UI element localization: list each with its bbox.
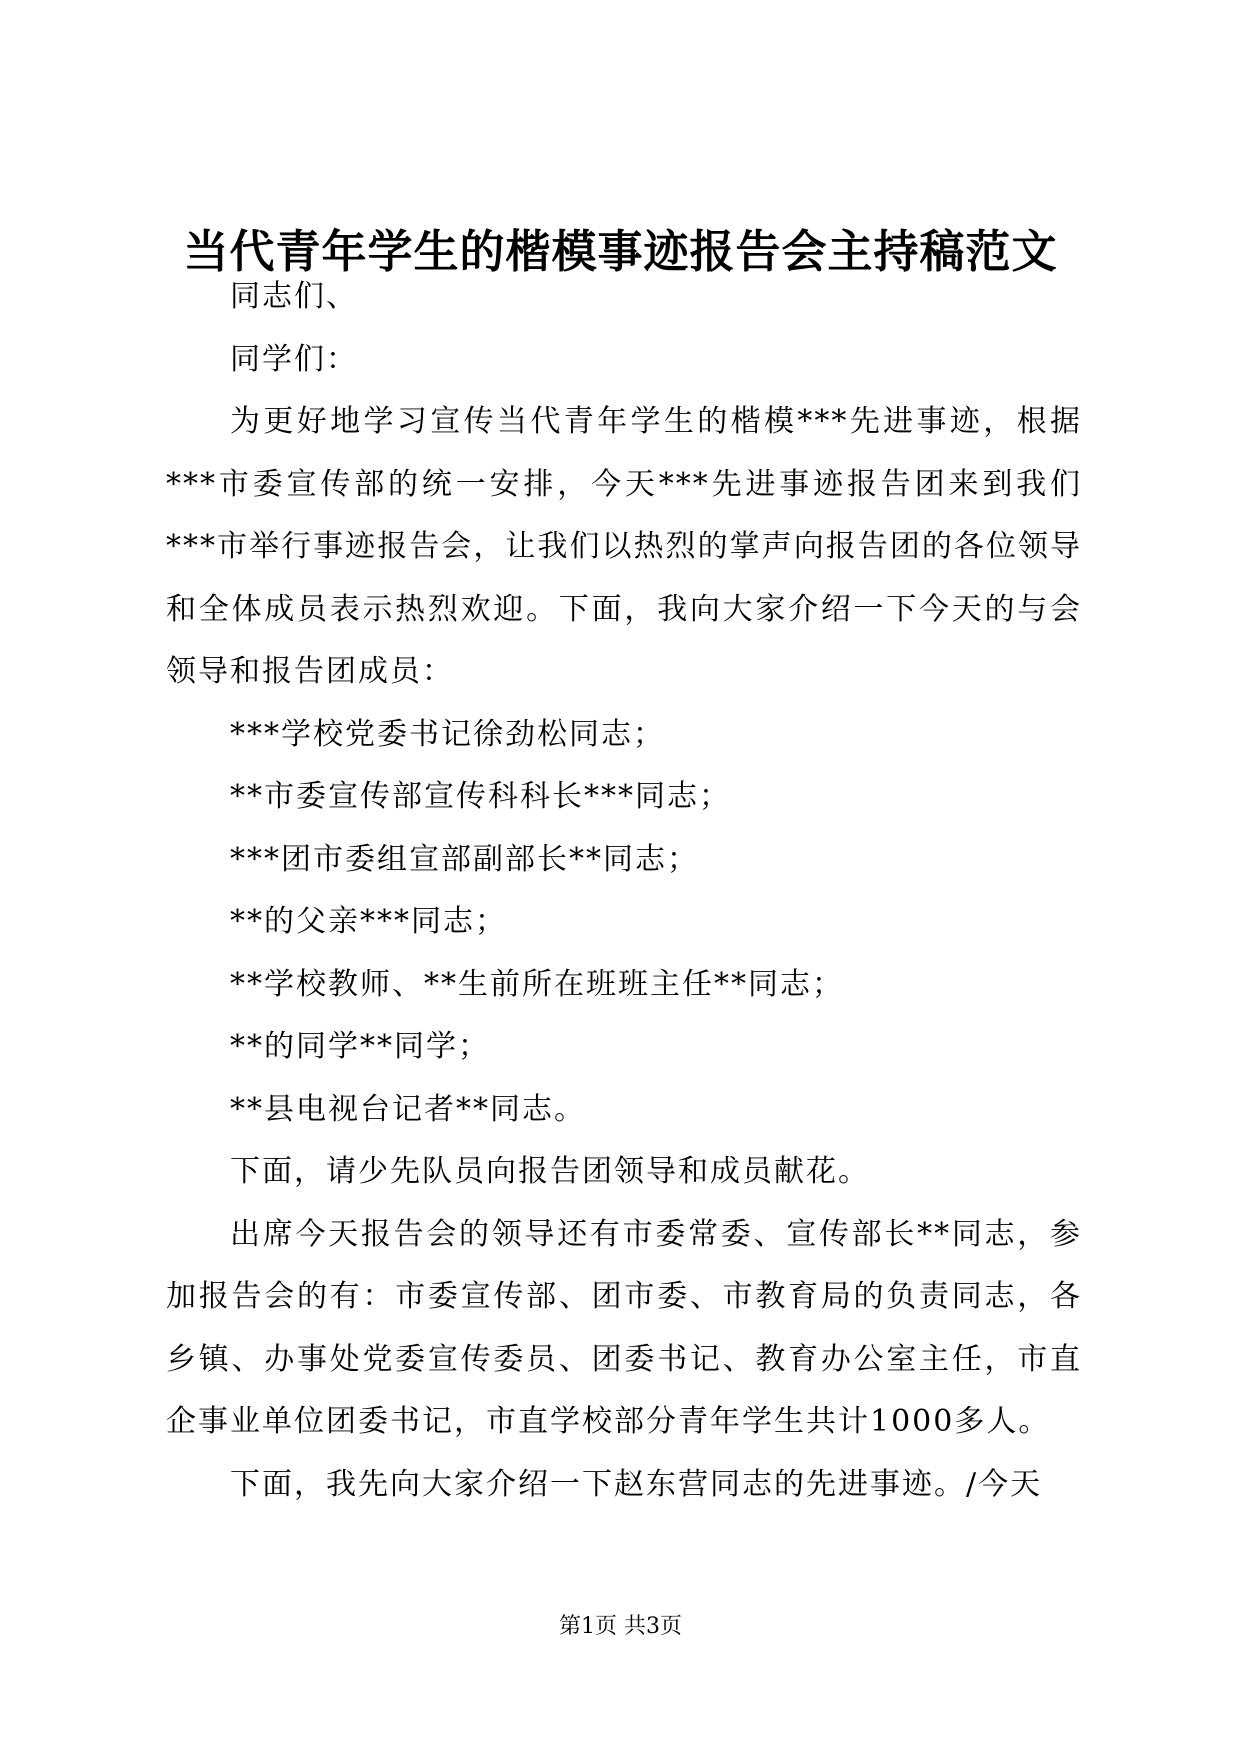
document-title: 当代青年学生的楷模事迹报告会主持稿范文 <box>183 225 1058 278</box>
attendee-item: ***学校党委书记徐劲松同志； <box>230 716 665 752</box>
paragraph-continuation: 下面，我先向大家介绍一下赵东营同志的先进事迹。/今天 <box>230 1466 1043 1502</box>
paragraph-flowers: 下面，请少先队员向报告团领导和成员献花。 <box>230 1154 870 1189</box>
attendee-item: **的父亲***同志； <box>230 904 507 939</box>
document-body <box>166 266 1082 1516</box>
paragraph-attendance: 出席今天报告会的领导还有市委常委、宣传部长**同志，参加报告会的有：市委宣传部、团市委、市教育局的负责同志，各乡镇、办事处党委宣传委员、团委书记、教育办公室主任，市直企事业单位团委书记，市直学校部分青年学生共计1000多人。 <box>166 1216 1082 1439</box>
attendee-item: **县电视台记者**同志。 <box>230 1091 586 1127</box>
paragraph-intro: 为更好地学习宣传当代青年学生的楷模***先进事迹，根据***市委宣传部的统一安排，今天***先进事迹报告团来到我们***市举行事迹报告会，让我们以热烈的掌声向报告团的各位领导和全体成员表示热烈欢迎。下面，我向大家介绍一下今天的与会领导和报告团成员： <box>166 404 1082 689</box>
attendee-item: ***团市委组宣部副部长**同志； <box>230 841 699 877</box>
page-number-footer: 第1页 共3页 <box>559 1614 682 1639</box>
paragraph-salutation-2: 同学们： <box>230 341 358 377</box>
attendee-item: **学校教师、**生前所在班班主任**同志； <box>230 966 844 1002</box>
attendee-item: **市委宣传部宣传科科长***同志； <box>230 779 731 814</box>
paragraph-salutation-1: 同志们、 <box>230 279 358 314</box>
attendee-item: **的同学**同学； <box>230 1029 490 1064</box>
